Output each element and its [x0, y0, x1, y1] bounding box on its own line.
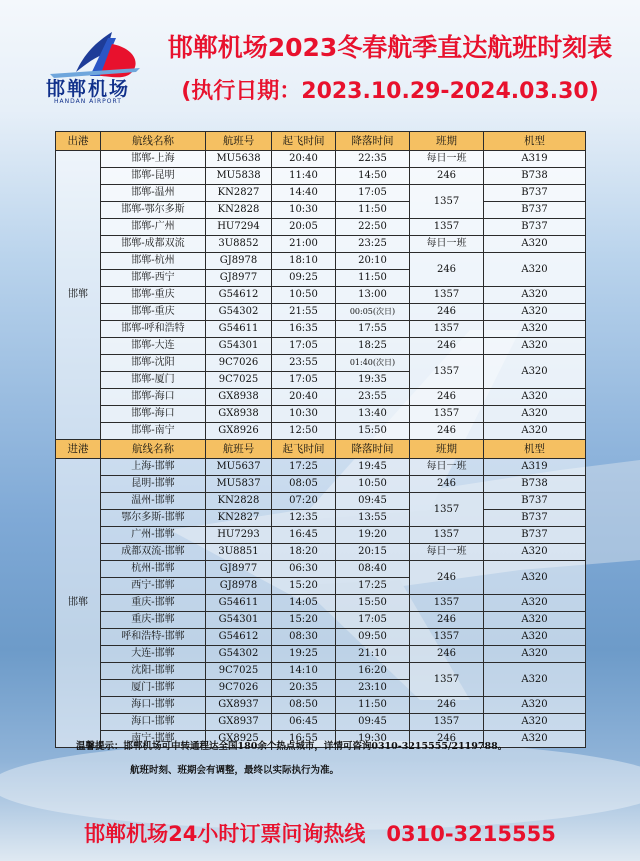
dep-cell: 21:00	[272, 236, 336, 253]
arr-cell: 13:55	[336, 510, 410, 527]
flight-cell: G54612	[206, 287, 272, 304]
arr-cell: 20:10	[336, 253, 410, 270]
table-row	[56, 595, 586, 612]
flight-cell: GJ8977	[206, 270, 272, 287]
flight-cell: GX8925	[206, 731, 272, 748]
dep-cell: 16:55	[272, 731, 336, 748]
flight-cell: 9C7025	[206, 663, 272, 680]
route-cell: 邯郸-南宁	[101, 423, 206, 440]
route-cell: 邯郸-西宁	[101, 270, 206, 287]
days-cell: 1357	[410, 406, 484, 423]
days-cell: 246	[410, 253, 484, 287]
route-cell: 海口-邯郸	[101, 697, 206, 714]
dep-cell: 19:25	[272, 646, 336, 663]
col-header-aircraft: 机型	[484, 132, 586, 151]
route-cell: 邯郸-杭州	[101, 253, 206, 270]
table-row	[56, 304, 586, 321]
arr-cell: 13:40	[336, 406, 410, 423]
days-cell: 1357	[410, 185, 484, 219]
col-header-arr: 降落时间	[336, 132, 410, 151]
flight-cell: GX8937	[206, 714, 272, 731]
flight-cell: GX8938	[206, 406, 272, 423]
table-row	[56, 459, 586, 476]
aircraft-cell: A319	[484, 151, 586, 168]
flight-cell: KN2828	[206, 493, 272, 510]
arr-cell: 15:50	[336, 423, 410, 440]
route-cell: 邯郸-成都双流	[101, 236, 206, 253]
aircraft-cell: A320	[484, 731, 586, 748]
days-cell: 246	[410, 423, 484, 440]
flight-cell: G54612	[206, 629, 272, 646]
arr-cell: 17:25	[336, 578, 410, 595]
dep-cell: 14:05	[272, 595, 336, 612]
flight-cell: MU5837	[206, 476, 272, 493]
table-row	[56, 321, 586, 338]
table-row	[56, 202, 586, 219]
route-cell: 广州-邯郸	[101, 527, 206, 544]
route-cell: 上海-邯郸	[101, 459, 206, 476]
days-cell: 1357	[410, 355, 484, 389]
route-cell: 重庆-邯郸	[101, 612, 206, 629]
dep-cell: 15:20	[272, 578, 336, 595]
arr-cell: 23:25	[336, 236, 410, 253]
aircraft-cell: A320	[484, 338, 586, 355]
dep-cell: 08:05	[272, 476, 336, 493]
aircraft-cell: B738	[484, 168, 586, 185]
logo-chinese-name: 邯郸机场	[46, 78, 131, 100]
route-cell: 邯郸-鄂尔多斯	[101, 202, 206, 219]
dep-cell: 17:25	[272, 459, 336, 476]
table-row	[56, 697, 586, 714]
flight-cell: 9C7025	[206, 372, 272, 389]
section-label-outbound: 出港	[56, 132, 101, 151]
route-cell: 西宁-邯郸	[101, 578, 206, 595]
flight-cell: GX8938	[206, 389, 272, 406]
dep-cell: 17:05	[272, 338, 336, 355]
arr-cell: 19:35	[336, 372, 410, 389]
table-row	[56, 287, 586, 304]
arr-cell: 11:50	[336, 270, 410, 287]
table-row	[56, 406, 586, 423]
flight-cell: GJ8978	[206, 578, 272, 595]
aircraft-cell: B738	[484, 476, 586, 493]
flight-cell: G54611	[206, 595, 272, 612]
arr-cell: 17:55	[336, 321, 410, 338]
col-header-days: 班期	[410, 132, 484, 151]
inbound-city-label: 邯郸	[56, 459, 101, 748]
days-cell: 每日一班	[410, 459, 484, 476]
inbound-section	[56, 440, 586, 748]
arr-cell: 11:50	[336, 697, 410, 714]
flight-cell: G54301	[206, 338, 272, 355]
flight-cell: G54611	[206, 321, 272, 338]
flight-cell: GJ8978	[206, 253, 272, 270]
table-row	[56, 510, 586, 527]
outbound-header-row	[56, 132, 586, 151]
col-header-dep: 起飞时间	[272, 132, 336, 151]
aircraft-cell: A320	[484, 253, 586, 287]
route-cell: 温州-邯郸	[101, 493, 206, 510]
route-cell: 呼和浩特-邯郸	[101, 629, 206, 646]
flight-cell: GX8926	[206, 423, 272, 440]
aircraft-cell: B737	[484, 202, 586, 219]
arr-cell: 13:00	[336, 287, 410, 304]
dep-cell: 15:20	[272, 612, 336, 629]
days-cell: 246	[410, 476, 484, 493]
arr-cell: 19:30	[336, 731, 410, 748]
aircraft-cell: B737	[484, 185, 586, 202]
arr-cell: 19:20	[336, 527, 410, 544]
arr-cell: 09:50	[336, 629, 410, 646]
flight-cell: G54301	[206, 612, 272, 629]
route-cell: 南宁-邯郸	[101, 731, 206, 748]
dep-cell: 06:45	[272, 714, 336, 731]
aircraft-cell: A320	[484, 612, 586, 629]
aircraft-cell: B737	[484, 219, 586, 236]
flight-cell: 9C7026	[206, 355, 272, 372]
dep-cell: 17:05	[272, 372, 336, 389]
days-cell: 246	[410, 646, 484, 663]
route-cell: 鄂尔多斯-邯郸	[101, 510, 206, 527]
table-row	[56, 544, 586, 561]
col-header-aircraft: 机型	[484, 440, 586, 459]
arr-cell: 22:50	[336, 219, 410, 236]
route-cell: 海口-邯郸	[101, 714, 206, 731]
flight-cell: GX8937	[206, 697, 272, 714]
table-row	[56, 629, 586, 646]
route-cell: 邯郸-沈阳	[101, 355, 206, 372]
route-cell: 邯郸-广州	[101, 219, 206, 236]
aircraft-cell: A320	[484, 389, 586, 406]
dep-cell: 20:40	[272, 389, 336, 406]
arr-cell: 18:25	[336, 338, 410, 355]
table-row	[56, 476, 586, 493]
aircraft-cell: A320	[484, 629, 586, 646]
days-cell: 246	[410, 731, 484, 748]
table-row	[56, 646, 586, 663]
days-cell: 1357	[410, 219, 484, 236]
outbound-city-label: 邯郸	[56, 151, 101, 440]
arr-cell: 09:45	[336, 714, 410, 731]
col-header-flight: 航班号	[206, 440, 272, 459]
days-cell: 每日一班	[410, 151, 484, 168]
table-row	[56, 168, 586, 185]
arr-cell: 17:05	[336, 612, 410, 629]
dep-cell: 23:55	[272, 355, 336, 372]
dep-cell: 14:10	[272, 663, 336, 680]
aircraft-cell: A320	[484, 406, 586, 423]
route-cell: 重庆-邯郸	[101, 595, 206, 612]
dep-cell: 08:30	[272, 629, 336, 646]
aircraft-cell: A320	[484, 544, 586, 561]
dep-cell: 18:10	[272, 253, 336, 270]
arr-cell: 15:50	[336, 595, 410, 612]
route-cell: 邯郸-海口	[101, 389, 206, 406]
table-row	[56, 253, 586, 270]
table-row	[56, 527, 586, 544]
col-header-route: 航线名称	[101, 440, 206, 459]
arr-cell: 23:10	[336, 680, 410, 697]
table-row	[56, 714, 586, 731]
dep-cell: 10:50	[272, 287, 336, 304]
days-cell: 1357	[410, 629, 484, 646]
aircraft-cell: A320	[484, 321, 586, 338]
days-cell: 246	[410, 612, 484, 629]
table-row	[56, 219, 586, 236]
booking-hotline: 邯郸机场24小时订票问询热线 0310-3215555	[84, 822, 556, 846]
dep-cell: 06:30	[272, 561, 336, 578]
days-cell: 246	[410, 561, 484, 595]
inbound-header-row	[56, 440, 586, 459]
aircraft-cell: B737	[484, 510, 586, 527]
aircraft-cell: A320	[484, 714, 586, 731]
aircraft-cell: A320	[484, 355, 586, 389]
arr-cell: 21:10	[336, 646, 410, 663]
route-cell: 邯郸-重庆	[101, 304, 206, 321]
arr-cell: 17:05	[336, 185, 410, 202]
dep-cell: 16:45	[272, 527, 336, 544]
aircraft-cell: A320	[484, 561, 586, 595]
route-cell: 杭州-邯郸	[101, 561, 206, 578]
route-cell: 昆明-邯郸	[101, 476, 206, 493]
table-row	[56, 151, 586, 168]
aircraft-cell: A320	[484, 595, 586, 612]
days-cell: 1357	[410, 663, 484, 697]
table-row	[56, 663, 586, 680]
aircraft-cell: A320	[484, 663, 586, 697]
flight-cell: 3U8851	[206, 544, 272, 561]
arr-cell: 10:50	[336, 476, 410, 493]
days-cell: 246	[410, 697, 484, 714]
flight-cell: G54302	[206, 304, 272, 321]
days-cell: 1357	[410, 321, 484, 338]
route-cell: 邯郸-重庆	[101, 287, 206, 304]
flight-cell: KN2827	[206, 185, 272, 202]
table-row	[56, 612, 586, 629]
arr-cell: 20:15	[336, 544, 410, 561]
table-row	[56, 389, 586, 406]
aircraft-cell: A319	[484, 459, 586, 476]
route-cell: 邯郸-呼和浩特	[101, 321, 206, 338]
table-row	[56, 423, 586, 440]
page-subtitle: (执行日期：2023.10.29-2024.03.30)	[181, 79, 599, 104]
route-cell: 邯郸-海口	[101, 406, 206, 423]
dep-cell: 12:35	[272, 510, 336, 527]
dep-cell: 10:30	[272, 202, 336, 219]
days-cell: 246	[410, 304, 484, 321]
table-row	[56, 338, 586, 355]
aircraft-cell: B737	[484, 527, 586, 544]
route-cell: 邯郸-大连	[101, 338, 206, 355]
aircraft-cell: A320	[484, 423, 586, 440]
table-row	[56, 561, 586, 578]
logo-english-name: HANDAN AIRPORT	[54, 98, 122, 105]
arr-cell: 09:45	[336, 493, 410, 510]
flight-cell: G54302	[206, 646, 272, 663]
flight-cell: KN2828	[206, 202, 272, 219]
dep-cell: 10:30	[272, 406, 336, 423]
days-cell: 1357	[410, 493, 484, 527]
days-cell: 每日一班	[410, 544, 484, 561]
route-cell: 邯郸-温州	[101, 185, 206, 202]
dep-cell: 12:50	[272, 423, 336, 440]
days-cell: 1357	[410, 714, 484, 731]
route-cell: 厦门-邯郸	[101, 680, 206, 697]
aircraft-cell: A320	[484, 236, 586, 253]
col-header-arr: 降落时间	[336, 440, 410, 459]
dep-cell: 16:35	[272, 321, 336, 338]
dep-cell: 11:40	[272, 168, 336, 185]
arr-cell: 22:35	[336, 151, 410, 168]
flight-cell: MU5637	[206, 459, 272, 476]
flight-cell: HU7293	[206, 527, 272, 544]
col-header-flight: 航班号	[206, 132, 272, 151]
flight-schedule-table	[55, 131, 585, 748]
flight-cell: KN2827	[206, 510, 272, 527]
days-cell: 1357	[410, 595, 484, 612]
arr-cell: 08:40	[336, 561, 410, 578]
table-row	[56, 185, 586, 202]
route-cell: 邯郸-上海	[101, 151, 206, 168]
flight-cell: MU5638	[206, 151, 272, 168]
flight-cell: 3U8852	[206, 236, 272, 253]
dep-cell: 09:25	[272, 270, 336, 287]
arr-cell: 11:50	[336, 202, 410, 219]
dep-cell: 18:20	[272, 544, 336, 561]
aircraft-cell: A320	[484, 697, 586, 714]
page-title: 邯郸机场2023冬春航季直达航班时刻表	[167, 33, 613, 62]
dep-cell: 20:40	[272, 151, 336, 168]
flight-cell: 9C7026	[206, 680, 272, 697]
transfer-tip-note: 温馨提示：邯郸机场可中转通程达全国180余个热点城市，详情可咨询0310-3215555/2119788。	[76, 741, 508, 752]
arr-cell: 14:50	[336, 168, 410, 185]
route-cell: 大连-邯郸	[101, 646, 206, 663]
dep-cell: 07:20	[272, 493, 336, 510]
route-cell: 邯郸-昆明	[101, 168, 206, 185]
table-row	[56, 236, 586, 253]
flight-cell: MU5838	[206, 168, 272, 185]
arr-cell: 01:40(次日)	[336, 355, 410, 372]
arr-cell: 16:20	[336, 663, 410, 680]
col-header-days: 班期	[410, 440, 484, 459]
days-cell: 246	[410, 389, 484, 406]
aircraft-cell: B737	[484, 493, 586, 510]
days-cell: 每日一班	[410, 236, 484, 253]
dep-cell: 08:50	[272, 697, 336, 714]
table-row	[56, 355, 586, 372]
arr-cell: 23:55	[336, 389, 410, 406]
table-row	[56, 493, 586, 510]
aircraft-cell: A320	[484, 646, 586, 663]
days-cell: 246	[410, 338, 484, 355]
arr-cell: 19:45	[336, 459, 410, 476]
dep-cell: 20:05	[272, 219, 336, 236]
route-cell: 沈阳-邯郸	[101, 663, 206, 680]
days-cell: 1357	[410, 527, 484, 544]
dep-cell: 20:35	[272, 680, 336, 697]
outbound-section	[56, 132, 586, 440]
route-cell: 成都双流-邯郸	[101, 544, 206, 561]
days-cell: 1357	[410, 287, 484, 304]
schedule-change-note: 航班时刻、班期会有调整，最终以实际执行为准。	[130, 765, 340, 776]
dep-cell: 21:55	[272, 304, 336, 321]
col-header-route: 航线名称	[101, 132, 206, 151]
aircraft-cell: A320	[484, 304, 586, 321]
flight-cell: GJ8977	[206, 561, 272, 578]
route-cell: 邯郸-厦门	[101, 372, 206, 389]
flight-cell: HU7294	[206, 219, 272, 236]
arr-cell: 00:05(次日)	[336, 304, 410, 321]
dep-cell: 14:40	[272, 185, 336, 202]
section-label-inbound: 进港	[56, 440, 101, 459]
days-cell: 246	[410, 168, 484, 185]
col-header-dep: 起飞时间	[272, 440, 336, 459]
aircraft-cell: A320	[484, 287, 586, 304]
